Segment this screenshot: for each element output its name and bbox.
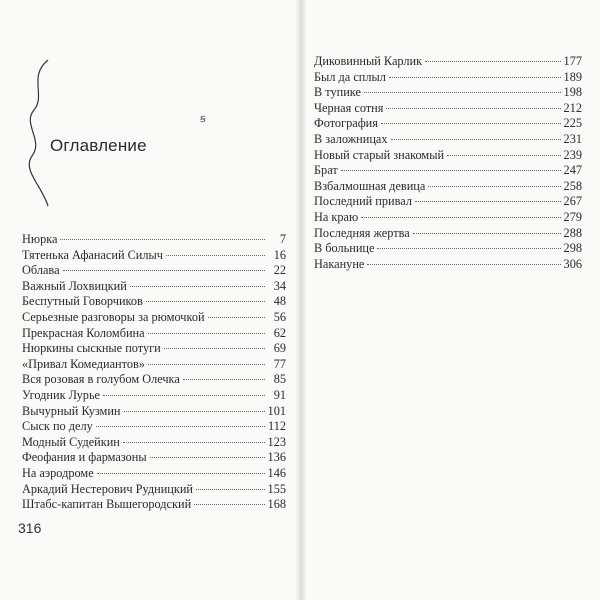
toc-entry-page: 112 [268, 419, 286, 434]
toc-entry [314, 226, 582, 242]
toc-entry [314, 210, 582, 226]
toc-entry [314, 116, 582, 132]
toc-entry [22, 372, 286, 388]
toc-entry [22, 497, 286, 513]
toc-entry-title: Угодник Лурье [22, 387, 101, 402]
toc-entry [22, 326, 286, 342]
toc-entry-title: На краю [314, 209, 359, 224]
dot-leader [123, 442, 265, 443]
toc-entry-page: 198 [563, 85, 582, 100]
toc-entry-page: 146 [267, 465, 286, 480]
dot-leader [183, 379, 265, 380]
toc-entry-title: Модный Судейкин [22, 434, 120, 449]
book-gutter [296, 0, 306, 600]
toc-entry-title: Серьезные разговоры за рюмочкой [22, 309, 205, 324]
dot-leader [413, 233, 561, 234]
dot-leader [428, 186, 560, 187]
toc-entry-title: Аркадий Нестерович Рудницкий [22, 481, 193, 496]
toc-entry [22, 279, 286, 295]
toc-entry [314, 101, 582, 117]
toc-entry [314, 70, 582, 86]
toc-entry-title: Вся розовая в голубом Олечка [22, 372, 180, 387]
dot-leader [146, 301, 265, 302]
toc-entry-title: «Привал Комедиантов» [22, 356, 145, 371]
decorative-bracket-icon [18, 58, 56, 208]
toc-entry [314, 257, 582, 273]
dot-leader [364, 92, 561, 93]
toc-entry [22, 482, 286, 498]
toc-entry [314, 241, 582, 257]
toc-entry-title: Новый старый знакомый [314, 147, 445, 162]
toc-entry-title: Брат [314, 163, 338, 178]
toc-entry-page: 77 [273, 356, 286, 371]
toc-entry-page: 123 [267, 434, 286, 449]
toc-entry-page: 239 [563, 147, 582, 162]
dot-leader [148, 364, 265, 365]
toc-entry-page: 177 [563, 54, 582, 68]
toc-entry-page: 16 [273, 247, 286, 262]
toc-entry-page: 258 [563, 178, 582, 193]
toc-entry-title: Вычурный Кузмин [22, 403, 121, 418]
toc-entry [314, 148, 582, 164]
toc-entry [314, 194, 582, 210]
toc-entry-page: 155 [267, 481, 286, 496]
toc-entry [314, 54, 582, 70]
toc-entry-title: Сыск по делу [22, 419, 93, 434]
toc-entry-title: Взбалмошная девица [314, 178, 426, 193]
toc-entry-page: 69 [273, 341, 286, 356]
toc-entry-title: Штабс-капитан Вышегородский [22, 497, 192, 512]
dot-leader [96, 426, 265, 427]
toc-entry-page: 279 [563, 209, 582, 224]
toc-entry-page: 48 [273, 294, 286, 309]
toc-entry-page: 298 [563, 241, 582, 256]
dot-leader [447, 155, 561, 156]
toc-entry-page: 85 [273, 372, 286, 387]
toc-entry-page: 189 [563, 69, 582, 84]
toc-entry-title: На аэродроме [22, 465, 94, 480]
toc-entry-title: Нюрка [22, 232, 58, 246]
toc-entry-page: 247 [563, 163, 582, 178]
print-mark-icon: ꞩ [200, 113, 206, 125]
dot-leader [63, 270, 265, 271]
toc-entry-page: 231 [563, 131, 582, 146]
toc-entry-title: Облава [22, 263, 60, 278]
toc-entry [22, 435, 286, 451]
toc-entry [22, 341, 286, 357]
toc-entry-page: 288 [563, 225, 582, 240]
toc-entry-title: Феофания и фармазоны [22, 450, 147, 465]
toc-entry-page: 91 [273, 387, 286, 402]
left-page [0, 0, 298, 600]
dot-leader [166, 255, 265, 256]
dot-leader [341, 170, 561, 171]
toc-entry [22, 404, 286, 420]
toc-entry-page: 212 [563, 100, 582, 115]
toc-entry-title: В больнице [314, 241, 375, 256]
toc-entry [22, 419, 286, 435]
toc-entry-title: Последний привал [314, 194, 412, 209]
toc-entry [22, 263, 286, 279]
toc-entry-page: 306 [563, 256, 582, 271]
toc-entry-title: Накануне [314, 256, 365, 271]
dot-leader [377, 248, 560, 249]
dot-leader [194, 504, 264, 505]
toc-list-right [314, 54, 582, 272]
dot-leader [196, 489, 265, 490]
toc-entry-page: 56 [273, 309, 286, 324]
toc-entry [22, 310, 286, 326]
toc-entry-page: 101 [267, 403, 286, 418]
dot-leader [391, 139, 561, 140]
right-page [306, 0, 600, 600]
toc-entry-title: Важный Лохвицкий [22, 278, 127, 293]
toc-entry [22, 248, 286, 264]
toc-entry [22, 450, 286, 466]
toc-entry [314, 163, 582, 179]
toc-entry-title: Диковинный Карлик [314, 54, 423, 68]
toc-entry-title: Прекрасная Коломбина [22, 325, 145, 340]
toc-entry [22, 357, 286, 373]
dot-leader [389, 77, 561, 78]
toc-entry [314, 85, 582, 101]
page-number: 316 [18, 520, 42, 536]
dot-leader [367, 264, 560, 265]
toc-entry [22, 294, 286, 310]
toc-entry-page: 7 [279, 232, 286, 246]
toc-entry [22, 388, 286, 404]
toc-entry-title: Был да сплыл [314, 69, 386, 84]
dot-leader [425, 61, 560, 62]
dot-leader [415, 201, 561, 202]
toc-entry-title: Черная сотня [314, 100, 384, 115]
dot-leader [103, 395, 265, 396]
toc-entry-title: Нюркины сыскные потуги [22, 341, 161, 356]
dot-leader [60, 239, 265, 240]
dot-leader [97, 473, 265, 474]
dot-leader [124, 411, 265, 412]
dot-leader [386, 108, 560, 109]
dot-leader [208, 317, 265, 318]
toc-entry-title: Фотография [314, 116, 378, 131]
toc-entry-title: Тятенька Афанасий Силыч [22, 247, 163, 262]
toc-entry-page: 225 [563, 116, 582, 131]
dot-leader [150, 457, 265, 458]
page-title: Оглавление [50, 136, 147, 155]
toc-entry [22, 466, 286, 482]
toc-entry-page: 136 [267, 450, 286, 465]
toc-entry-page: 62 [273, 325, 286, 340]
dot-leader [381, 123, 561, 124]
toc-entry-title: Беспутный Говорчиков [22, 294, 143, 309]
toc-entry-page: 168 [267, 497, 286, 512]
toc-entry-page: 267 [563, 194, 582, 209]
toc-entry [314, 132, 582, 148]
dot-leader [361, 217, 560, 218]
dot-leader [148, 333, 265, 334]
toc-entry [22, 232, 286, 248]
toc-entry-page: 22 [273, 263, 286, 278]
dot-leader [130, 286, 265, 287]
toc-list-left [22, 232, 286, 513]
dot-leader [164, 348, 265, 349]
toc-entry-title: В тупике [314, 85, 361, 100]
toc-entry-title: Последняя жертва [314, 225, 410, 240]
toc-entry [314, 179, 582, 195]
toc-entry-page: 34 [273, 278, 286, 293]
toc-entry-title: В заложницах [314, 131, 388, 146]
